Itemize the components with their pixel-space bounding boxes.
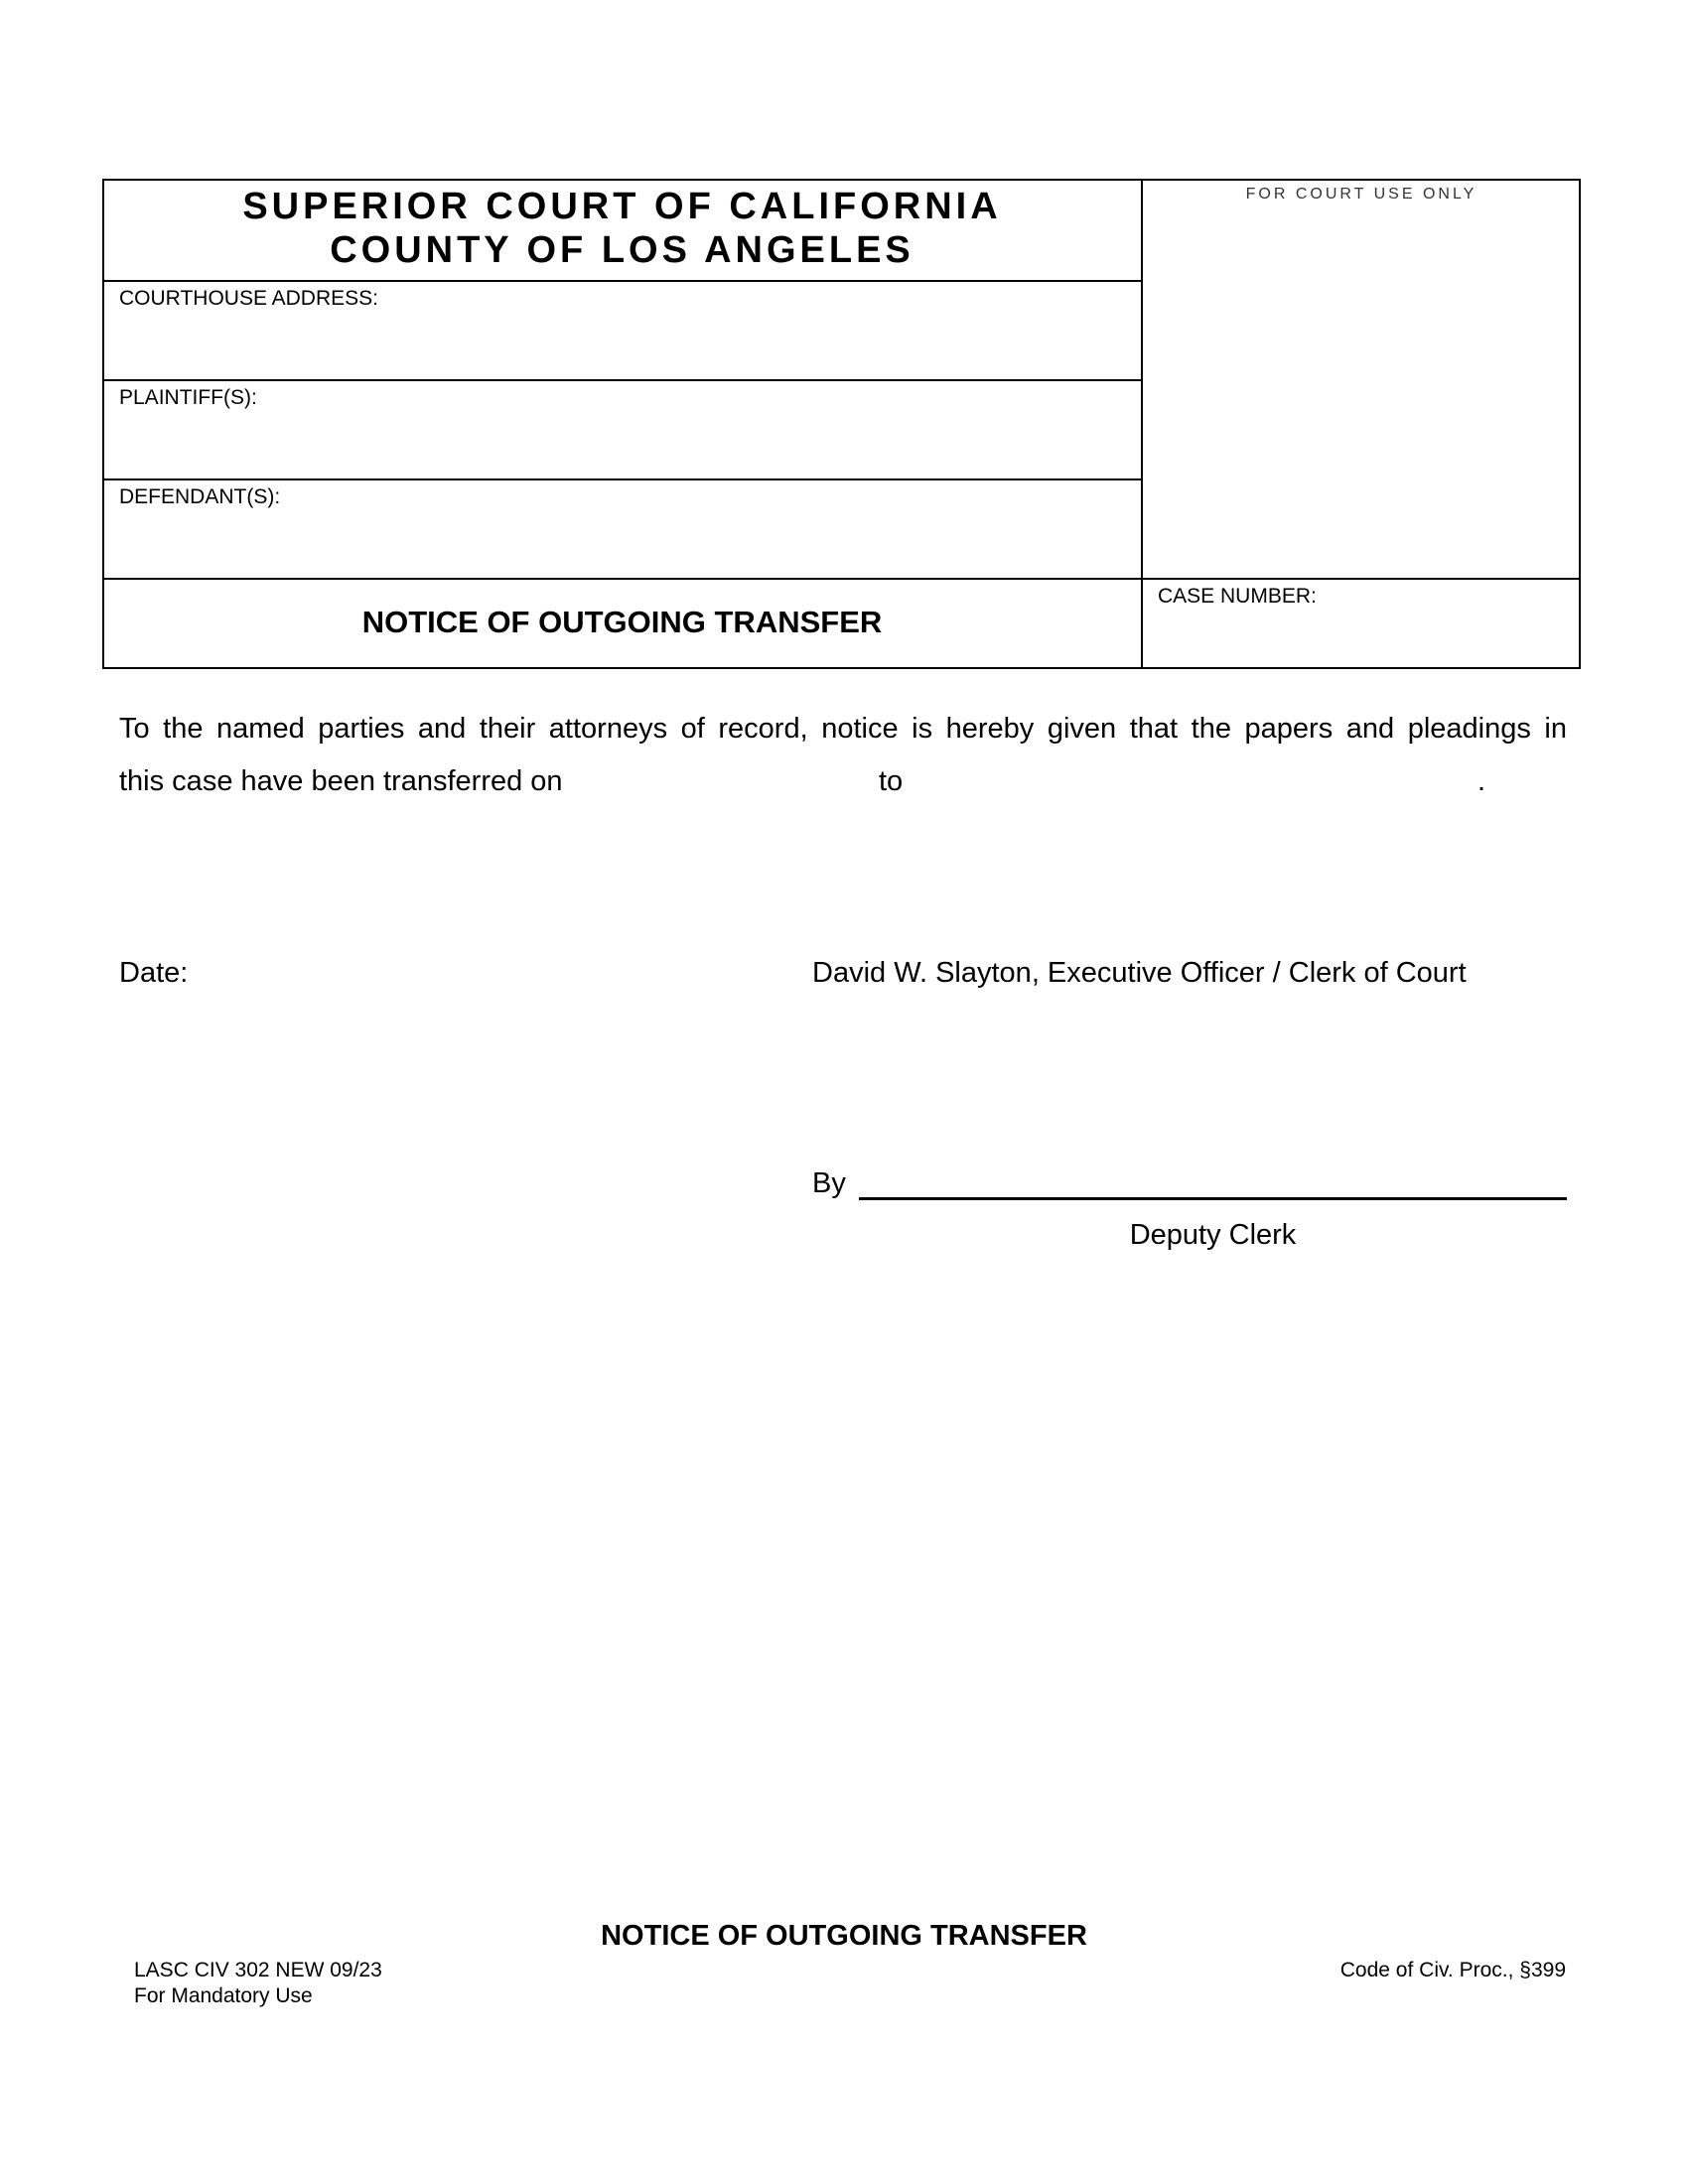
deputy-clerk-label: Deputy Clerk (1129, 1219, 1297, 1251)
footer-form-info (134, 1958, 382, 2009)
clerk-name: David W. Slayton, Executive Officer / Clerk of Court (812, 957, 1467, 989)
court-name-line1: SUPERIOR COURT OF CALIFORNIA (242, 186, 1002, 227)
notice-line2-start: this case have been transferred on (119, 765, 563, 797)
caption-divider-3 (102, 478, 1142, 480)
notice-line2-end: . (1477, 765, 1486, 797)
signature-line (859, 1197, 1567, 1200)
plaintiff-label: PLAINTIFF(S): (119, 386, 257, 409)
footer-title: NOTICE OF OUTGOING TRANSFER (601, 1920, 1087, 1952)
notice-paragraph (119, 703, 1567, 808)
notice-line1: To the named parties and their attorneys of record, notice is hereby given that the papers and pleadings in (119, 713, 1567, 745)
form-code: LASC CIV 302 NEW 09/23 (134, 1959, 382, 1981)
notice-line2 (119, 755, 1567, 808)
case-number-label: CASE NUMBER: (1158, 585, 1317, 608)
defendant-label: DEFENDANT(S): (119, 485, 281, 508)
date-label: Date: (119, 957, 189, 989)
by-label: By (812, 1167, 846, 1199)
caption-divider-2 (102, 379, 1142, 381)
court-name-line2: COUNTY OF LOS ANGELES (330, 229, 914, 271)
notice-line2-to: to (879, 765, 904, 797)
courthouse-address-label: COURTHOUSE ADDRESS: (119, 287, 378, 310)
footer-statute: Code of Civ. Proc., §399 (1339, 1959, 1566, 1981)
caption-divider-1 (102, 280, 1142, 282)
form-title: NOTICE OF OUTGOING TRANSFER (361, 605, 883, 639)
caption-vertical-divider (1141, 179, 1143, 669)
court-use-only-label: FOR COURT USE ONLY (1245, 186, 1477, 203)
caption-divider-4 (102, 578, 1581, 580)
form-usage: For Mandatory Use (134, 1984, 313, 2007)
